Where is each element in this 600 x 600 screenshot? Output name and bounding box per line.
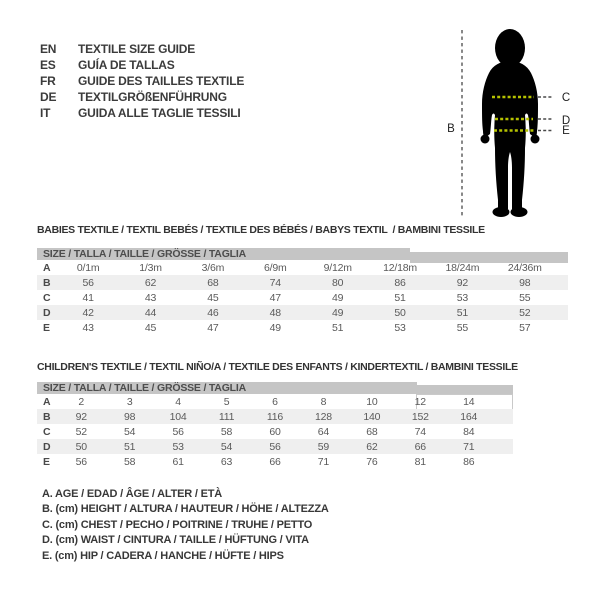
language-title: GUIDA ALLE TAGLIE TESSILI [78,106,241,120]
size-cell: 54 [220,440,233,453]
size-header-label: SIZE / TALLA / TAILLE / GRÖSSE / TAGLIA [43,248,246,260]
size-cell: 54 [124,425,136,438]
size-cell: 68 [207,276,219,289]
legend-item-waist: D. (cm) WAIST / CINTURA / TAILLE / HÜFTUNG / VITA [42,534,309,547]
size-cell: 3/6m [201,261,225,274]
row-label: C [43,291,51,304]
size-cell: 45 [144,321,157,334]
size-cell: 43 [82,321,94,334]
render-artifact [417,382,513,385]
size-cell: 49 [332,291,344,304]
language-row-es [40,57,244,73]
table-row-d [37,305,568,320]
size-cell: 68 [366,425,378,438]
language-row-fr [40,73,244,89]
children-size-table [37,382,513,469]
size-cell: 152 [411,410,429,423]
legend-item-chest: C. (cm) CHEST / PECHO / POITRINE / TRUHE / PETTO [42,518,313,531]
size-cell: 74 [269,276,281,289]
child-silhouette-figure [430,10,600,230]
row-label: D [43,440,51,453]
language-title: GUÍA DE TALLAS [78,58,175,72]
language-title: GUIDE DES TAILLES TEXTILE [78,74,245,88]
size-cell: 9/12m [323,261,352,274]
size-cell: 80 [332,276,344,289]
language-guide [40,41,244,121]
row-label: D [43,306,51,319]
size-cell: 43 [144,291,157,304]
language-row-it [40,105,244,121]
size-header-label: SIZE / TALLA / TAILLE / GRÖSSE / TAGLIA [43,382,246,394]
size-cell: 49 [332,306,344,319]
legend-item-hip: E. (cm) HIP / CADERA / HANCHE / HÜFTE / HIPS [42,549,284,562]
silhouette-left-hand [481,135,490,144]
size-cell: 44 [144,306,157,319]
table-row-a [37,260,568,275]
figure-label-chest: C [561,92,571,104]
size-cell: 56 [75,455,87,468]
size-cell: 111 [218,410,235,423]
size-cell: 45 [207,291,219,304]
size-cell: 92 [456,276,469,289]
size-cell: 18/24m [445,261,480,274]
size-cell: 4 [175,395,181,408]
table-row-b [37,275,568,290]
size-cell: 52 [519,306,531,319]
size-cell: 50 [394,306,406,319]
table-row-e [37,454,513,469]
table-row-c [37,424,513,439]
size-cell: 12/18m [383,261,417,274]
size-cell: 51 [124,440,136,453]
size-cell: 49 [269,321,281,334]
row-label: A [43,261,51,274]
size-cell: 74 [414,425,426,438]
size-cell: 98 [124,410,136,423]
size-cell: 46 [207,306,219,319]
size-cell: 47 [269,291,281,304]
size-cell: 41 [82,291,94,304]
size-cell: 3 [126,395,133,408]
size-cell: 56 [172,425,184,438]
size-cell: 1/3m [139,261,162,274]
size-cell: 56 [82,276,94,289]
size-cell: 140 [363,410,381,423]
size-cell: 84 [463,425,475,438]
size-cell: 64 [317,425,330,438]
size-cell: 48 [269,306,281,319]
babies-section-title: BABIES TEXTILE / TEXTIL BEBÉS / TEXTILE DES BÉBÉS / BABYS TEXTIL / BAMBINI TESSILE [37,224,485,236]
size-cell: 59 [317,440,330,453]
size-cell: 56 [269,440,281,453]
size-cell: 104 [169,410,187,423]
size-cell: 92 [75,410,87,423]
children-section-title: CHILDREN'S TEXTILE / TEXTIL NIÑO/A / TEXTILE DES ENFANTS / KINDERTEXTIL / BAMBINI TESSILE [37,361,518,373]
legend-item-age: A. AGE / EDAD / ÂGE / ALTER / ETÀ [42,488,223,500]
size-cell: 164 [460,410,478,423]
size-cell: 0/1m [76,261,100,274]
size-cell: 62 [366,440,378,453]
render-artifact [410,248,568,252]
figure-label-height: B [447,123,455,135]
size-cell: 55 [519,291,531,304]
table-row-b [37,409,513,424]
size-cell: 58 [124,455,136,468]
language-title: TEXTILE SIZE GUIDE [78,42,196,56]
language-code: IT [40,106,51,120]
size-cell: 81 [414,455,426,468]
row-label: A [43,395,51,408]
babies-size-table [37,248,568,335]
silhouette-body [482,61,538,209]
language-title: TEXTILGRÖßENFÜHRUNG [78,90,227,104]
row-label: B [43,276,51,289]
measure-legend [42,487,329,564]
size-cell: 6 [272,395,278,408]
size-cell: 53 [172,440,184,453]
language-row-en [40,41,244,57]
size-cell: 51 [332,321,344,334]
language-code: DE [40,90,57,104]
size-cell: 5 [223,395,230,408]
language-code: EN [40,42,57,56]
language-code: FR [40,74,56,88]
size-cell: 47 [207,321,219,334]
size-cell: 58 [220,425,233,438]
language-row-de [40,89,244,105]
size-cell: 63 [220,455,233,468]
figure-label-hip: E [562,125,570,137]
size-cell: 128 [314,410,332,423]
size-cell: 2 [78,395,85,408]
size-cell: 42 [82,306,94,319]
size-cell: 86 [394,276,406,289]
legend-item-height: B. (cm) HEIGHT / ALTURA / HAUTEUR / HÖHE / ALTEZZA [42,503,329,516]
size-cell: 60 [269,425,281,438]
row-label: B [43,410,51,423]
table-row-d [37,439,513,454]
row-label: E [43,321,51,334]
size-cell: 6/9m [264,261,287,274]
size-cell: 50 [75,440,87,453]
size-cell: 10 [366,395,378,408]
size-cell: 86 [463,455,475,468]
row-label: E [43,455,51,468]
size-cell: 76 [366,455,378,468]
size-cell: 66 [269,455,281,468]
size-cell: 116 [266,410,284,423]
size-cell: 24/36m [507,261,542,274]
size-cell: 61 [172,455,184,468]
table-row-c [37,290,568,305]
size-cell: 8 [320,395,327,408]
silhouette-right-hand [531,135,540,144]
size-cell: 57 [519,321,531,334]
silhouette-right-foot [511,207,528,217]
row-label: C [43,425,51,438]
silhouette-left-foot [493,207,510,217]
size-cell: 52 [75,425,87,438]
size-cell: 71 [463,440,475,453]
size-cell: 51 [456,306,469,319]
figure-label-waist: D [561,115,571,127]
size-cell: 14 [463,395,475,408]
table-row-a [37,394,513,409]
size-cell: 55 [456,321,469,334]
size-cell: 51 [394,291,406,304]
table-row-e [37,320,568,335]
language-code: ES [40,58,56,72]
size-cell: 53 [394,321,406,334]
size-cell: 71 [317,455,330,468]
size-figure [430,10,600,230]
size-cell: 66 [414,440,426,453]
size-cell: 12 [414,395,426,408]
size-cell: 62 [144,276,157,289]
size-cell: 98 [519,276,531,289]
size-cell: 53 [456,291,469,304]
